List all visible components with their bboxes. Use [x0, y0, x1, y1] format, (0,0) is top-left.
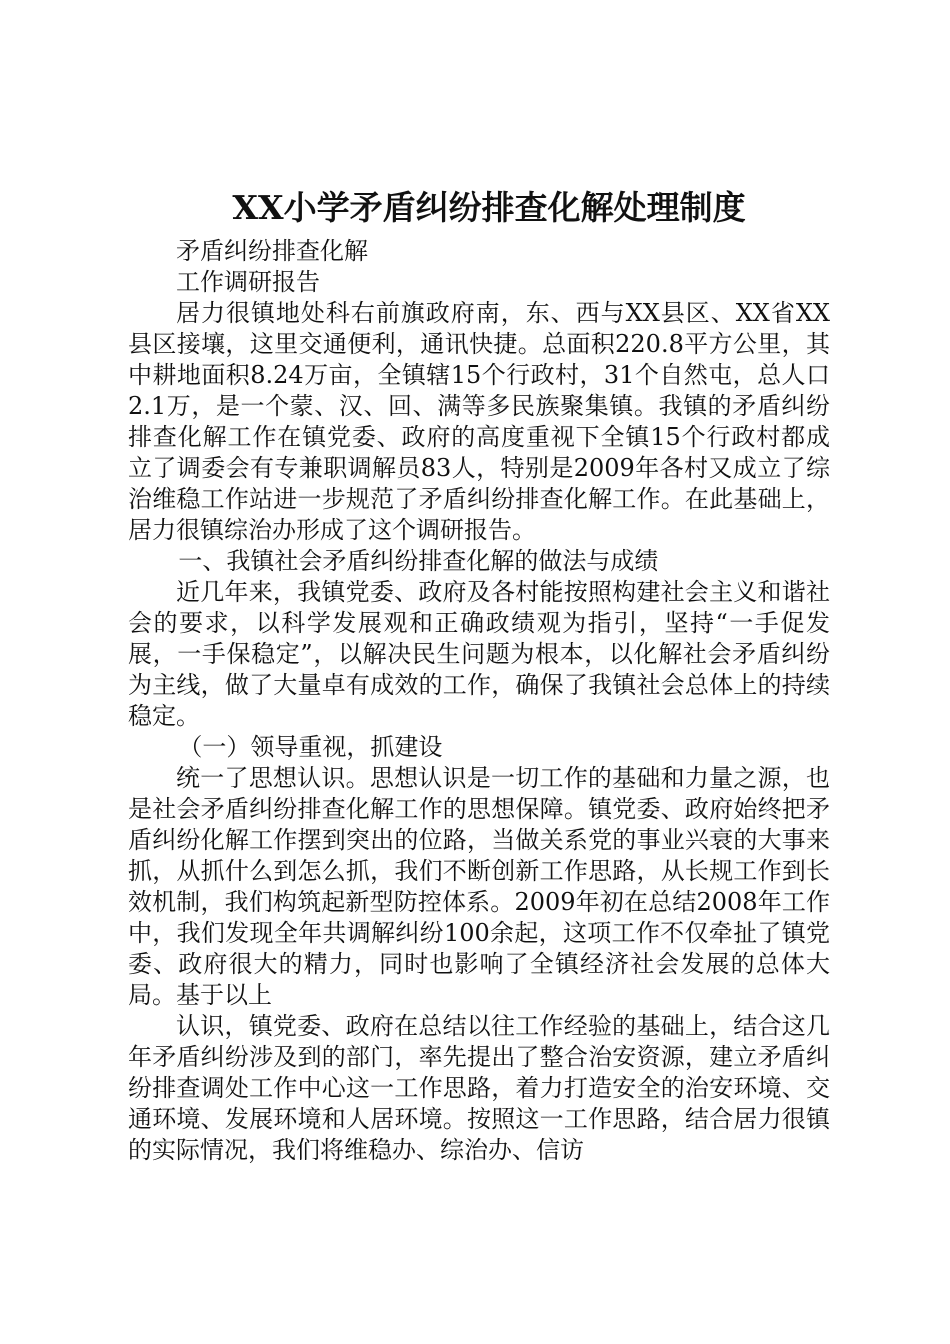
- subsection-heading-1: （一）领导重视，抓建设: [178, 733, 443, 761]
- document-title: XX小学矛盾纠纷排查化解处理制度: [232, 188, 746, 227]
- section-heading-1: 一、我镇社会矛盾纠纷排查化解的做法与成绩: [178, 547, 659, 575]
- subtitle-line-1: 矛盾纠纷排查化解: [176, 237, 368, 265]
- paragraph-recognition: 认识，镇党委、政府在总结以往工作经验的基础上，结合这几年矛盾纠纷涉及到的部门，率先提出了整合治安资源，建立矛盾纠纷排查调处工作中心这一工作思路，着力打造安全的治安环境、交通环境、发展环境和人居环境。按照这一工作思路，结合居力很镇的实际情况，我们将维稳办、综治办、信访: [128, 1012, 830, 1164]
- subtitle-line-2: 工作调研报告: [176, 268, 320, 296]
- document-page: [128, 180, 830, 1166]
- document-body: [128, 236, 830, 1166]
- paragraph-overview: 近几年来，我镇党委、政府及各村能按照构建社会主义和谐社会的要求，以科学发展观和正确政绩观为指引，坚持“一手促发展，一手保稳定”，以解决民生问题为根本，以化解社会矛盾纠纷为主线，做了大量卓有成效的工作，确保了我镇社会总体上的持续稳定。: [128, 578, 830, 730]
- paragraph-intro: 居力很镇地处科右前旗政府南，东、西与XX县区、XX省XX县区接壤，这里交通便利，通讯快捷。总面积220.8平方公里，其中耕地面积8.24万亩，全镇辖15个行政村，31个自然屯，总人口2.1万，是一个蒙、汉、回、满等多民族聚集镇。我镇的矛盾纠纷排查化解工作在镇党委、政府的高度重视下全镇15个行政村都成立了调委会有专兼职调解员83人，特别是2009年各村又成立了综治维稳工作站进一步规范了矛盾纠纷排查化解工作。在此基础上，居力很镇综治办形成了这个调研报告。: [128, 299, 830, 544]
- paragraph-unify-thinking: 统一了思想认识。思想认识是一切工作的基础和力量之源，也是社会矛盾纠纷排查化解工作的思想保障。镇党委、政府始终把矛盾纠纷化解工作摆到突出的位路，当做关系党的事业兴衰的大事来抓，从抓什么到怎么抓，我们不断创新工作思路，从长规工作到长效机制，我们构筑起新型防控体系。2009年初在总结2008年工作中，我们发现全年共调解纠纷100余起，这项工作不仅牵扯了镇党委、政府很大的精力，同时也影响了全镇经济社会发展的总体大局。基于以上: [128, 764, 830, 1009]
